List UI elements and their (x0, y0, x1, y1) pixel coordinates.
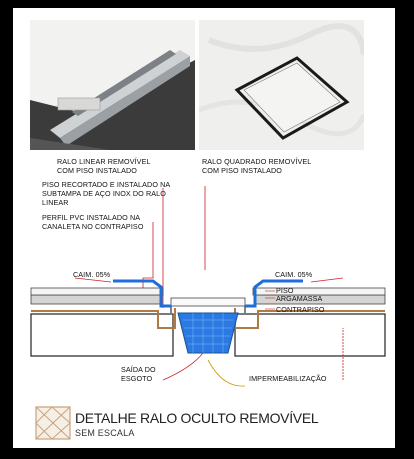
drain-pit (178, 313, 238, 353)
legend-title: DETALHE RALO OCULTO REMOVÍVEL (75, 410, 319, 426)
linear-drain-caption: RALO LINEAR REMOVÍVEL COM PISO INSTALADO (57, 157, 151, 175)
pvc-profile-annotation: PERFIL PVC INSTALADO NA CANALETA NO CONTRAPISO (42, 213, 144, 231)
floor-label: PISO (276, 286, 294, 295)
legend-subtitle: SEM ESCALA (75, 428, 135, 438)
waterproofing-label: IMPERMEABILIZAÇÃO (249, 374, 327, 383)
waterproofing-leader (208, 360, 245, 386)
floor-left (31, 288, 163, 295)
floor-cut-annotation: PISO RECORTADO E INSTALADO NA SUBTAMPA DE AÇO INOX DO RALO LINEAR (42, 180, 171, 207)
mortar-left (31, 295, 161, 304)
sewer-outlet-leader (163, 353, 203, 380)
sewer-outlet-label: SAÍDA DO ESGOTO (121, 365, 156, 383)
detail-sheet (13, 8, 395, 448)
slope-arrow-right (311, 278, 343, 282)
legend-hatch-icon (35, 406, 71, 440)
mortar-label: ARGAMASSA (276, 294, 323, 303)
drain-subcover (171, 298, 245, 306)
pvc-profile-leader (143, 222, 153, 298)
subfloor-left (31, 314, 173, 356)
slope-right-label: CAIM. 05% (275, 270, 313, 279)
square-drain-caption: RALO QUADRADO REMOVÍVEL COM PISO INSTALADO (202, 157, 312, 175)
slope-left-label: CAIM. 05% (73, 270, 111, 279)
drain-section-diagram (13, 8, 395, 448)
subfloor-label: CONTRAPISO (276, 305, 325, 314)
